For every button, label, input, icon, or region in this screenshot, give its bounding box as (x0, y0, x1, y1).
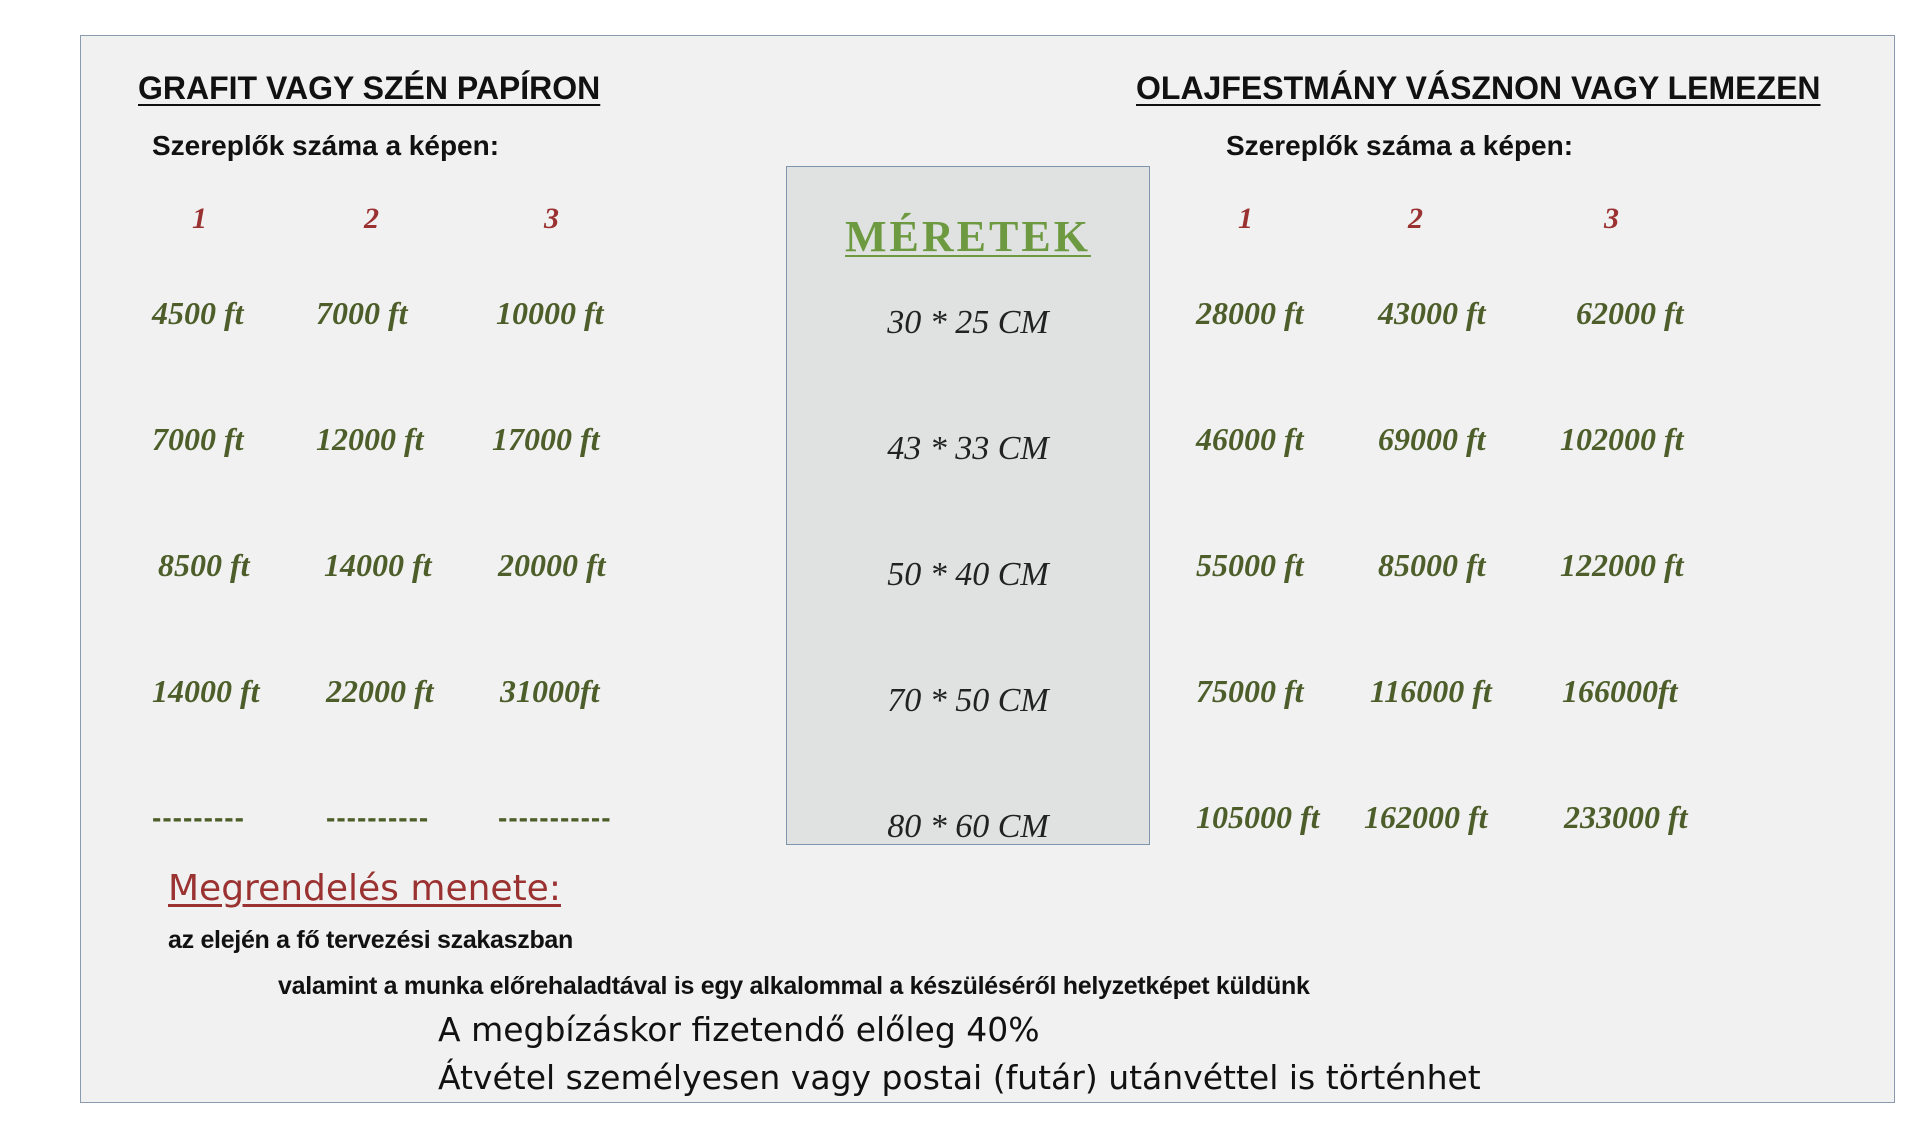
right-price-r1-c2: 43000 ft (1378, 295, 1486, 331)
left-heading: GRAFIT VAGY SZÉN PAPÍRON (138, 70, 601, 106)
right-price-r3-c2: 85000 ft (1378, 547, 1486, 583)
right-price-r4-c2: 116000 ft (1370, 673, 1492, 709)
left-dash-c3: ----------- (498, 802, 612, 833)
size-row-2: 43 * 33 CM (887, 430, 1049, 467)
left-price-r1-c3: 10000 ft (496, 295, 604, 331)
right-price-r1-c1: 28000 ft (1196, 295, 1304, 331)
right-subheading: Szereplők száma a képen: (1226, 130, 1574, 161)
right-price-r5-c2: 162000 ft (1364, 799, 1488, 835)
left-price-r2-c1: 7000 ft (152, 421, 244, 457)
delivery-note: Átvétel személyesen vagy postai (futár) utánvéttel is történhet (438, 1058, 1481, 1097)
left-price-r4-c1: 14000 ft (152, 673, 260, 709)
right-column-1: 1 (1238, 202, 1253, 235)
right-price-r2-c1: 46000 ft (1196, 421, 1304, 457)
sizes-title: MÉRETEK (845, 212, 1091, 261)
left-column-1: 1 (192, 202, 207, 235)
left-column-2: 2 (364, 202, 379, 235)
size-row-3: 50 * 40 CM (887, 556, 1049, 593)
left-price-r3-c2: 14000 ft (324, 547, 432, 583)
size-row-5: 80 * 60 CM (887, 808, 1049, 845)
left-price-r2-c2: 12000 ft (316, 421, 424, 457)
left-dash-c2: ---------- (326, 802, 430, 833)
right-price-r3-c3: 122000 ft (1560, 547, 1684, 583)
size-row-1: 30 * 25 CM (887, 304, 1049, 341)
left-dash-c1: --------- (152, 802, 245, 833)
deposit-note: A megbízáskor fizetendő előleg 40% (438, 1010, 1040, 1049)
left-price-r3-c3: 20000 ft (498, 547, 606, 583)
left-column-3: 3 (544, 202, 559, 235)
left-subheading: Szereplők száma a képen: (152, 130, 500, 161)
order-process-title: Megrendelés menete: (168, 868, 561, 909)
size-row-4: 70 * 50 CM (887, 682, 1049, 719)
left-price-r1-c2: 7000 ft (316, 295, 408, 331)
left-price-r4-c3: 31000ft (500, 673, 600, 709)
right-heading: OLAJFESTMÁNY VÁSZNON VAGY LEMEZEN (1136, 70, 1821, 106)
right-price-r4-c3: 166000ft (1562, 673, 1678, 709)
right-price-r2-c2: 69000 ft (1378, 421, 1486, 457)
right-column-3: 3 (1604, 202, 1619, 235)
right-price-r3-c1: 55000 ft (1196, 547, 1304, 583)
order-step-2: valamint a munka előrehaladtával is egy alkalommal a készüléséről helyzetképet küldünk (278, 972, 1310, 1000)
right-price-r1-c3: 62000 ft (1576, 295, 1684, 331)
right-price-r4-c1: 75000 ft (1196, 673, 1304, 709)
order-step-1: az elején a fő tervezési szakaszban (168, 926, 573, 954)
right-column-2: 2 (1408, 202, 1423, 235)
right-price-r2-c3: 102000 ft (1560, 421, 1684, 457)
left-price-r4-c2: 22000 ft (326, 673, 434, 709)
right-price-r5-c1: 105000 ft (1196, 799, 1320, 835)
left-price-r2-c3: 17000 ft (492, 421, 600, 457)
right-price-r5-c3: 233000 ft (1564, 799, 1688, 835)
sizes-box (786, 166, 1150, 845)
left-price-r1-c1: 4500 ft (152, 295, 244, 331)
left-price-r3-c1: 8500 ft (158, 547, 250, 583)
